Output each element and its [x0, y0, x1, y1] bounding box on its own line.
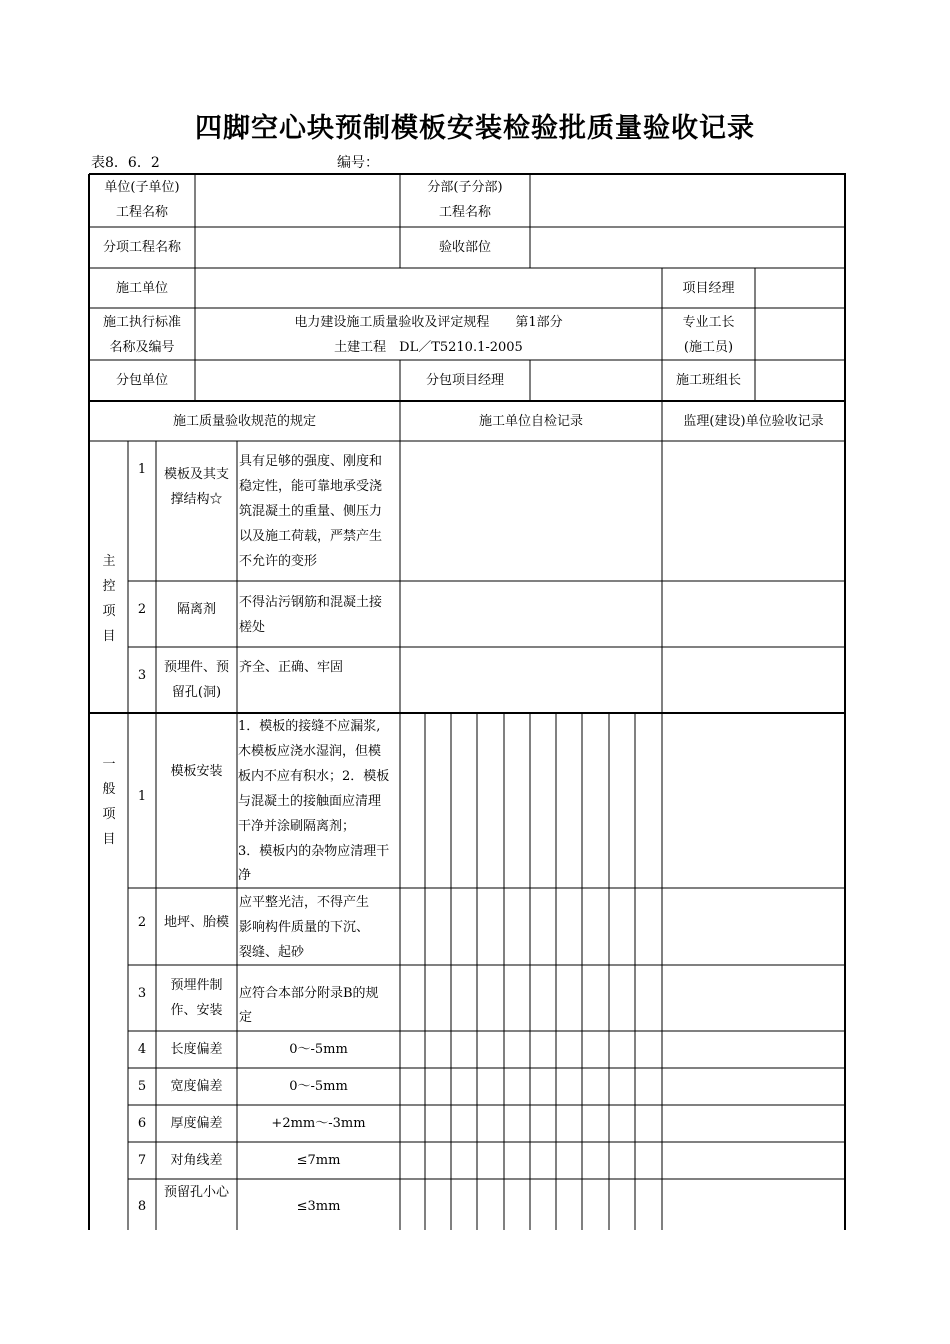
self-check-column-header: 施工单位自检记录	[478, 414, 583, 429]
page-title: 四脚空心块预制模板安装检验批质量验收记录	[195, 113, 755, 144]
unit-project-label-2: 工程名称	[115, 205, 168, 220]
main-item-1-no: 1	[137, 462, 147, 477]
general-item-3-no: 3	[137, 986, 147, 1001]
general-item-7-no: 7	[137, 1153, 147, 1168]
standard-value-2: 土建工程 DL／T5210.1-2005	[334, 340, 523, 355]
general-item-8-no: 8	[137, 1199, 147, 1214]
supervisor-column-header: 监理(建设)单位验收记录	[683, 414, 824, 429]
general-item-1-no: 1	[137, 789, 147, 804]
general-item-1-req-6: 3．模板内的杂物应清理干	[238, 844, 390, 859]
general-item-5-req: 0～-5mm	[289, 1079, 348, 1094]
item-project-label: 分项工程名称	[102, 240, 181, 255]
standard-value-1: 电力建设施工质量验收及评定规程 第1部分	[294, 315, 563, 330]
general-item-3-name-2: 作、安装	[170, 1003, 223, 1018]
construction-unit-label: 施工单位	[115, 281, 168, 296]
sub-manager-label: 分包项目经理	[425, 373, 504, 388]
main-group-label: 主 控 项 目	[102, 554, 116, 644]
general-item-4-name: 长度偏差	[170, 1042, 223, 1057]
general-item-2-req-3: 裂缝、起砂	[239, 945, 305, 960]
general-item-2-req-1: 应平整光洁，不得产生	[239, 895, 370, 910]
main-item-3-no: 3	[137, 668, 147, 683]
general-item-3-req-2: 定	[239, 1010, 253, 1025]
general-item-3-name-1: 预埋件制	[170, 978, 223, 993]
main-item-3-name-1: 预埋件、预	[163, 660, 229, 675]
unit-project-label-1: 单位(子单位)	[104, 180, 180, 195]
general-item-6-no: 6	[137, 1116, 147, 1131]
general-item-1-req-5: 干净并涂刷隔离剂；	[238, 819, 356, 834]
main-item-1-req-1: 具有足够的强度、刚度和	[239, 454, 383, 469]
general-item-1-req-2: 木模板应浇水湿润，但模	[238, 744, 382, 759]
general-item-6-name: 厚度偏差	[170, 1116, 223, 1131]
general-item-6-req: +2mm～-3mm	[271, 1116, 366, 1131]
main-item-2-req-2: 槎处	[239, 620, 266, 635]
accept-part-label: 验收部位	[438, 240, 491, 255]
subcontractor-label: 分包单位	[115, 373, 168, 388]
main-item-1-name-1: 模板及其支	[163, 467, 229, 482]
general-item-3-req-1: 应符合本部分附录B的规	[239, 986, 379, 1001]
general-item-1-name: 模板安装	[170, 764, 223, 779]
sub-project-label-2: 工程名称	[438, 205, 491, 220]
general-item-4-req: 0～-5mm	[289, 1042, 348, 1057]
project-manager-label: 项目经理	[682, 281, 735, 296]
record-number-label: 编号：	[337, 155, 379, 171]
general-item-7-name: 对角线差	[170, 1153, 223, 1168]
main-item-3-req-1: 齐全、正确、牢固	[239, 660, 344, 675]
general-item-1-req-7: 净	[238, 868, 252, 883]
general-item-1-req-1: 1．模板的接缝不应漏浆,	[238, 719, 381, 734]
standard-label-1: 施工执行标准	[102, 315, 181, 330]
sub-project-label-1: 分部(子分部)	[427, 180, 503, 195]
general-item-1-req-4: 与混凝土的接触面应清理	[238, 794, 382, 809]
main-item-1-req-2: 稳定性，能可靠地承受浇	[239, 479, 383, 494]
main-item-2-req-1: 不得沾污钢筋和混凝土接	[239, 595, 383, 610]
general-item-7-req: ≤7mm	[296, 1153, 341, 1168]
general-group-label: 一 般 项 目	[102, 757, 116, 847]
main-item-1-req-4: 以及施工荷载，严禁产生	[239, 529, 383, 544]
table-number: 表8．6．2	[91, 155, 160, 171]
main-item-2-name: 隔离剂	[176, 602, 216, 617]
foreman-label-2: (施工员)	[683, 340, 734, 355]
general-item-2-req-2: 影响构件质量的下沉、	[239, 920, 370, 935]
main-item-1-req-3: 筑混凝土的重量、侧压力	[239, 504, 383, 519]
general-item-8-req: ≤3mm	[296, 1199, 341, 1214]
main-item-2-no: 2	[137, 602, 147, 617]
general-item-2-no: 2	[137, 915, 147, 930]
general-item-8-name: 预留孔小心	[163, 1185, 229, 1200]
general-item-1-req-3: 板内不应有积水；2．模板	[238, 769, 390, 784]
general-item-5-name: 宽度偏差	[170, 1079, 223, 1094]
general-item-2-name: 地坪、胎模	[163, 915, 229, 930]
standard-label-2: 名称及编号	[109, 340, 175, 355]
spec-column-header: 施工质量验收规范的规定	[172, 414, 316, 429]
main-item-1-name-2: 撑结构☆	[170, 492, 223, 507]
foreman-label-1: 专业工长	[682, 315, 735, 330]
main-item-3-name-2: 留孔(洞)	[171, 685, 222, 700]
general-item-5-no: 5	[137, 1079, 147, 1094]
team-leader-label: 施工班组长	[675, 373, 741, 388]
main-item-1-req-5: 不允许的变形	[239, 554, 318, 569]
general-item-4-no: 4	[137, 1042, 147, 1057]
